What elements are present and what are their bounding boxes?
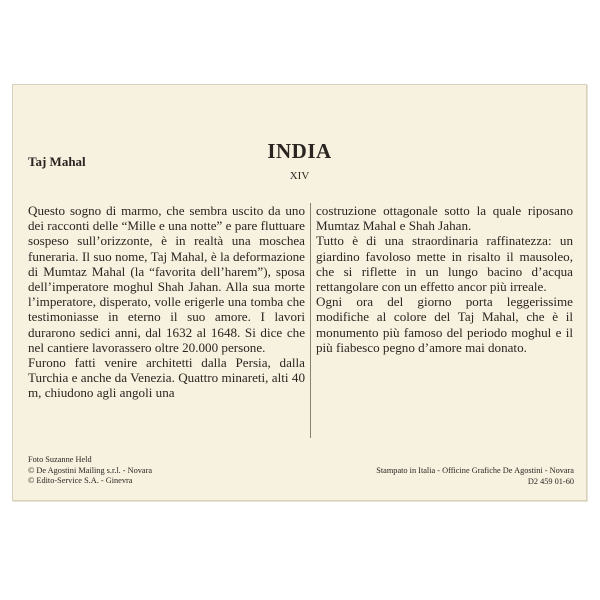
credit-line: © De Agostini Mailing s.r.l. - Novara: [28, 465, 153, 475]
printer-info: [376, 466, 574, 487]
paragraph: Questo sogno di marmo, che sembra uscito da uno dei racconti delle “Mille e una notte” e pare fluttuare sospeso sull’orizzonte, è in realtà una moschea funeraria. Il suo nome, Taj Mahal, è la deformazione di Mumtaz Mahal (la “favorita dell’harem”), sposa dell’imperatore moghul Shah Jahan. Alla sua morte l’imperatore, disperato, volle erigerle una tomba che testimoniasse in eterno il suo amore. I lavori durarono sedici anni, dal 1632 al 1648. Si dice che nel cantiere lavorassero oltre 20.000 persone.: [28, 203, 305, 355]
paragraph: costruzione ottagonale sotto la quale riposano Mumtaz Mahal e Shah Jahan.: [316, 203, 573, 234]
credit-line: Foto Suzanne Held: [28, 455, 92, 464]
paragraph: Ogni ora del giorno porta leggerissime modifiche al colore del Taj Mahal, che è il monumento più famoso del periodo moghul e il più fiabesco pegno d’amore mai donato.: [316, 294, 573, 355]
printer-line: Stampato in Italia - Officine Grafiche De Agostini - Novara: [376, 466, 574, 475]
column-divider: [310, 203, 311, 438]
country-title: INDIA: [267, 139, 332, 163]
postcard-back: [12, 84, 587, 501]
card-number: XIV: [289, 170, 310, 182]
subject-title: Taj Mahal: [28, 154, 86, 169]
catalog-code: D2 459 01-60: [527, 476, 574, 486]
credit-line: © Edito-Service S.A. - Ginevra: [28, 476, 133, 485]
text-column-left: [28, 203, 305, 401]
photo-credits: [28, 455, 152, 487]
text-column-right: [316, 203, 573, 355]
paragraph: Furono fatti venire architetti dalla Persia, dalla Turchia e anche da Venezia. Quattro minareti, alti 40 m, chiudono agli angoli una: [28, 355, 305, 401]
paragraph: Tutto è di una straordinaria raffinatezza: un giardino favoloso mette in risalto il mausoleo, che si riflette in un lungo bacino d’acqua rettangolare con un effetto ancor più irreale.: [316, 233, 573, 295]
